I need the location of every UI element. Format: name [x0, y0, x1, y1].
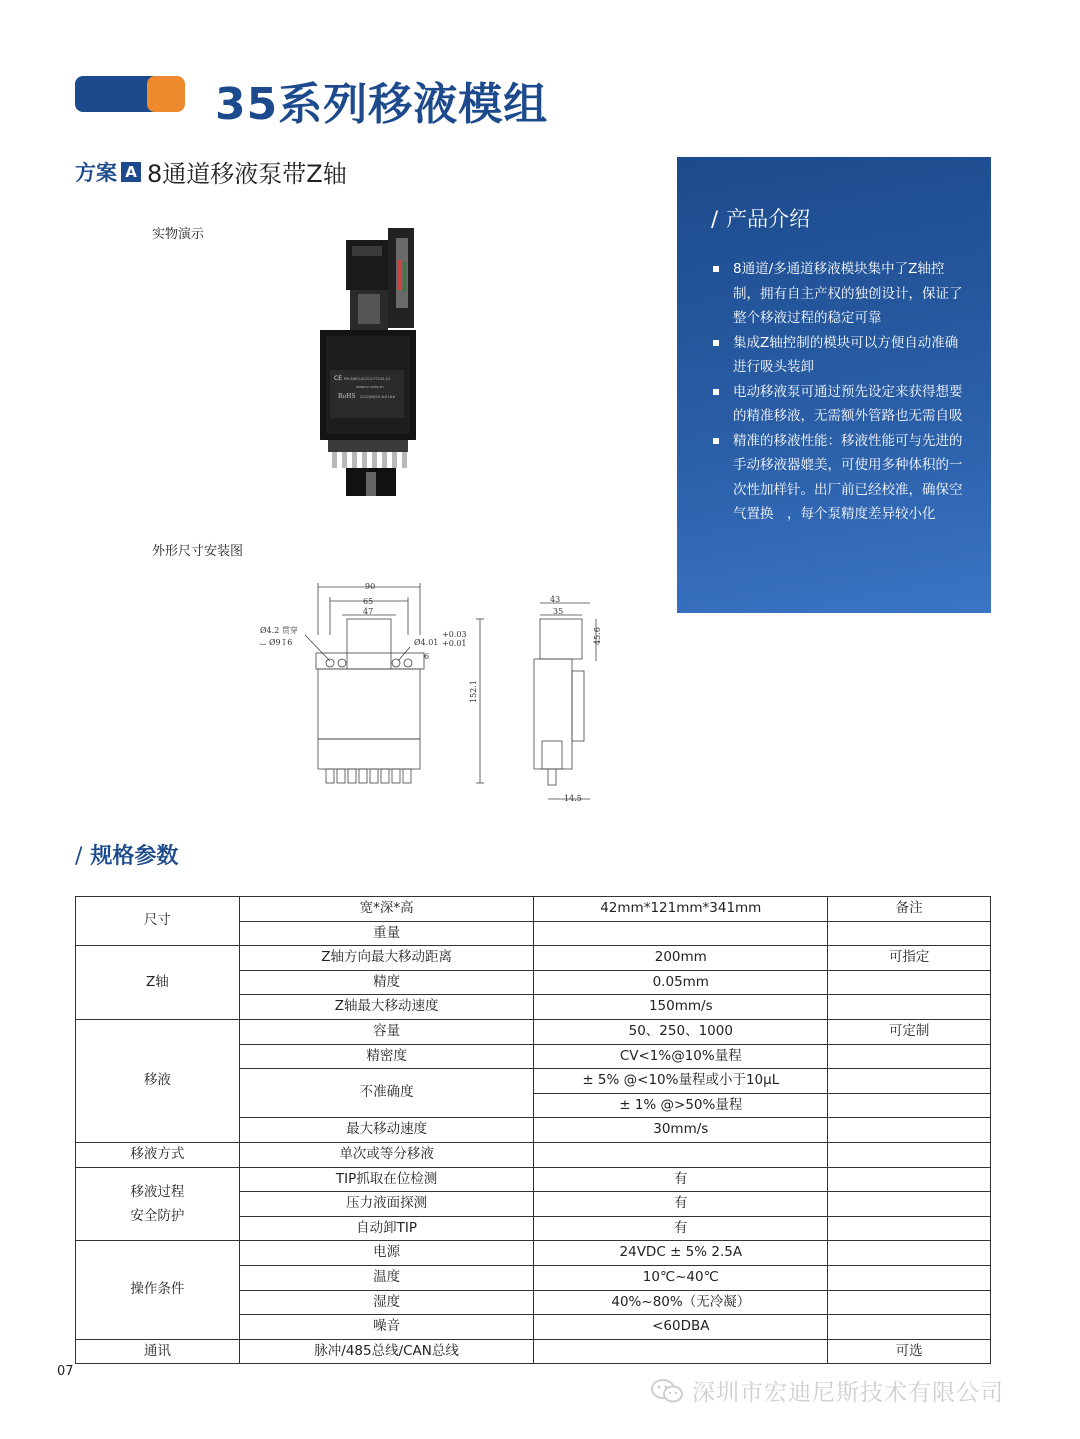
product-intro-panel: [677, 157, 991, 613]
param-cell: 噪音: [239, 1315, 534, 1340]
value-cell: [534, 1142, 828, 1167]
value-cell: ± 1% @>50%量程: [534, 1093, 828, 1118]
intro-item: 集成Z轴控制的模块可以方便自动准确进行吸头装卸: [711, 331, 969, 380]
param-cell: 自动卸TIP: [239, 1216, 534, 1241]
param-cell: 脉冲/485总线/CAN总线: [239, 1339, 534, 1364]
param-cell: Z轴最大移动速度: [239, 995, 534, 1020]
dim-hole-through: Ø4.2 贯穿: [260, 626, 298, 635]
value-cell: [534, 1339, 828, 1364]
note-cell: 可定制: [828, 1019, 991, 1044]
note-cell: 备注: [828, 897, 991, 922]
value-cell: 50、250、1000: [534, 1019, 828, 1044]
group-cell: 操作条件: [76, 1241, 240, 1339]
value-cell: 有: [534, 1216, 828, 1241]
dim-90: 90: [365, 582, 376, 591]
value-cell: 有: [534, 1167, 828, 1192]
note-cell: [828, 1241, 991, 1266]
note-cell: [828, 1290, 991, 1315]
table-row: [76, 946, 991, 971]
note-cell: 可指定: [828, 946, 991, 971]
value-cell: CV<1%@10%量程: [534, 1044, 828, 1069]
intro-list: [711, 257, 969, 527]
product-model-text: PM-8(60)-A2212-FT220-10: [344, 377, 391, 381]
table-row: [76, 1167, 991, 1192]
group-cell: 移液: [76, 1019, 240, 1142]
table-row: [76, 1241, 991, 1266]
param-cell: 单次或等分移液: [239, 1142, 534, 1167]
note-cell: [828, 1192, 991, 1217]
param-cell: 宽*深*高: [239, 897, 534, 922]
value-cell: 200mm: [534, 946, 828, 971]
param-cell: 容量: [239, 1019, 534, 1044]
note-cell: [828, 1069, 991, 1094]
group-cell: 移液方式: [76, 1142, 240, 1167]
spec-heading: / 规格参数: [75, 844, 179, 869]
note-cell: [828, 1142, 991, 1167]
table-row: [76, 1019, 991, 1044]
scheme-label: 方案: [75, 160, 117, 185]
group-cell-line: 安全防护: [130, 1207, 185, 1224]
group-cell-line: 移液过程: [130, 1183, 185, 1200]
value-cell: [534, 921, 828, 946]
param-cell: TIP抓取在位检测: [239, 1167, 534, 1192]
value-cell: 40%~80%（无冷凝）: [534, 1290, 828, 1315]
scheme-badge: A: [121, 162, 141, 182]
table-row: [76, 1339, 991, 1364]
page-number: 07: [57, 1364, 74, 1379]
drawing-caption: 外形尺寸安装图: [152, 544, 244, 559]
param-cell: Z轴方向最大移动距离: [239, 946, 534, 971]
watermark: [650, 1374, 1004, 1407]
value-cell: 10℃~40℃: [534, 1265, 828, 1290]
dim-hole-counterbore: ⌴ Ø9↧6: [260, 638, 293, 647]
dim-tol-plus: +0.03: [442, 630, 467, 639]
scheme-name: 8通道移液泵带Z轴: [147, 160, 347, 188]
value-cell: 150mm/s: [534, 995, 828, 1020]
dim-45: 45.6: [593, 627, 602, 645]
product-date-text: 2022/06/10 ##1##: [360, 395, 396, 399]
param-cell: 精度: [239, 970, 534, 995]
table-row: [76, 897, 991, 922]
intro-item: 8通道/多通道移液模块集中了Z轴控制，拥有自主产权的独创设计，保证了整个移液过程的稳定可靠: [711, 257, 969, 331]
value-cell: 30mm/s: [534, 1118, 828, 1143]
note-cell: [828, 1315, 991, 1340]
group-cell: [76, 1167, 240, 1241]
dim-hole-pin: Ø4.01: [414, 638, 439, 647]
dim-14: 14.5: [564, 794, 582, 803]
table-row: [76, 1142, 991, 1167]
group-cell: Z轴: [76, 946, 240, 1020]
value-cell: 有: [534, 1192, 828, 1217]
param-cell: 电源: [239, 1241, 534, 1266]
spec-table: [75, 896, 991, 1364]
dim-47: 47: [363, 607, 374, 616]
dim-35: 35: [553, 607, 564, 616]
param-cell: 温度: [239, 1265, 534, 1290]
value-cell: ± 5% @<10%量程或小于10μL: [534, 1069, 828, 1094]
intro-title: 产品介绍: [726, 207, 811, 231]
dim-6: 6: [424, 652, 430, 661]
note-cell: [828, 1216, 991, 1241]
rohs-mark: RoHS: [338, 393, 356, 400]
value-cell: <60DBA: [534, 1315, 828, 1340]
wechat-icon: [650, 1378, 684, 1404]
intro-item: 精准的移液性能：移液性能可与先进的手动移液器媲美，可使用多种体积的一次性加样针。出厂前已经校准，确保空气置换 ，每个泵精度差异较小化: [711, 429, 969, 527]
note-cell: [828, 1167, 991, 1192]
param-cell: 重量: [239, 921, 534, 946]
photo-caption: 实物演示: [152, 227, 205, 242]
title-blue-bar: [75, 76, 155, 112]
title-orange-block: [147, 76, 185, 112]
dim-152: 152.1: [469, 680, 478, 703]
value-cell: 24VDC ± 5% 2.5A: [534, 1241, 828, 1266]
note-cell: [828, 1044, 991, 1069]
note-cell: [828, 970, 991, 995]
note-cell: [828, 995, 991, 1020]
watermark-text: 深圳市宏迪尼斯技术有限公司: [692, 1380, 1004, 1406]
intro-item: 电动移液泵可通过预先设定来获得想要的精准移液，无需额外管路也无需自吸: [711, 380, 969, 429]
param-cell: 压力液面探测: [239, 1192, 534, 1217]
value-cell: 42mm*121mm*341mm: [534, 897, 828, 922]
page-title: 35系列移液模组: [215, 79, 549, 130]
product-url-text: www.cn.sces.cn: [356, 385, 384, 389]
note-cell: [828, 1265, 991, 1290]
note-cell: [828, 1093, 991, 1118]
note-cell: [828, 1118, 991, 1143]
spec-title: 规格参数: [90, 844, 179, 869]
param-cell: 不准确度: [239, 1069, 534, 1118]
group-cell: 尺寸: [76, 897, 240, 946]
svg-text:CE: CE: [334, 375, 342, 382]
param-cell: 精密度: [239, 1044, 534, 1069]
scheme-heading: [75, 154, 347, 189]
intro-heading: / 产品介绍: [711, 207, 811, 231]
dim-43: 43: [550, 595, 561, 604]
group-cell: 通讯: [76, 1339, 240, 1364]
dim-65: 65: [363, 597, 374, 606]
value-cell: 0.05mm: [534, 970, 828, 995]
title-decoration: [75, 76, 185, 112]
param-cell: 湿度: [239, 1290, 534, 1315]
note-cell: 可选: [828, 1339, 991, 1364]
dim-tol-minus: +0.01: [442, 639, 467, 648]
product-photo: [318, 220, 418, 500]
note-cell: [828, 921, 991, 946]
param-cell: 最大移动速度: [239, 1118, 534, 1143]
dimension-drawing: [250, 575, 610, 810]
